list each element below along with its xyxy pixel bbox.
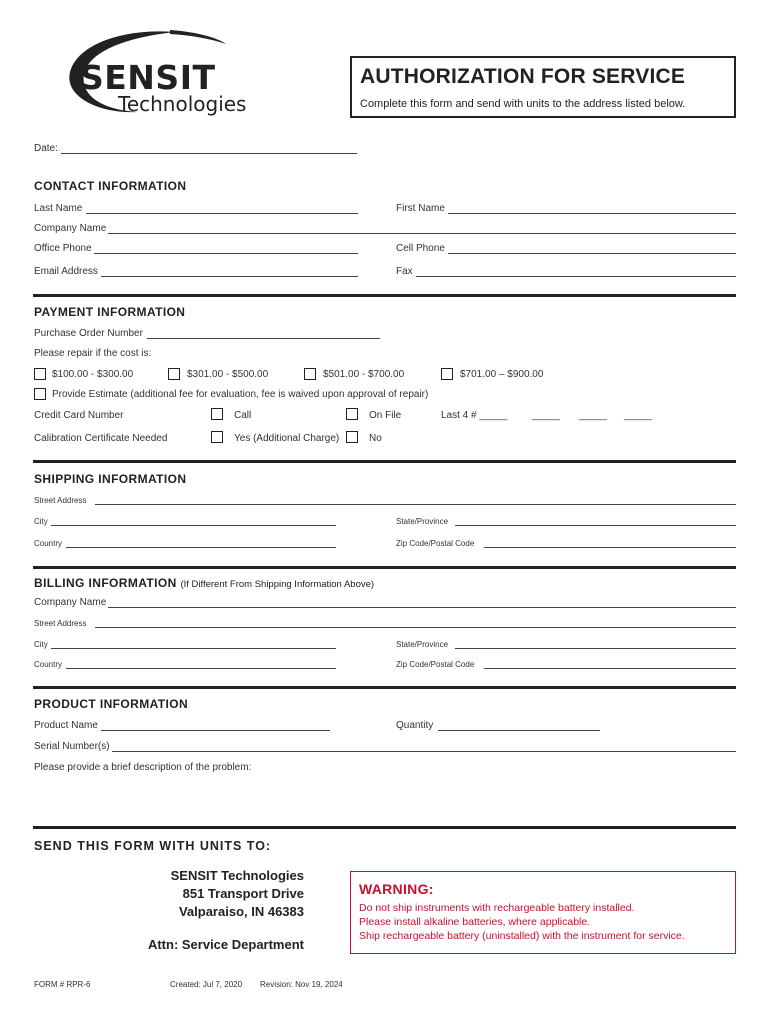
send-heading: SEND THIS FORM WITH UNITS TO: xyxy=(34,839,272,853)
bill-zip-label: Zip Code/Postal Code xyxy=(396,660,475,669)
last-name-label: Last Name xyxy=(34,203,83,214)
section-divider xyxy=(33,460,736,463)
ship-zip-label: Zip Code/Postal Code xyxy=(396,539,475,548)
warning-title: WARNING: xyxy=(359,881,434,897)
warning-box xyxy=(350,871,736,954)
call-checkbox[interactable] xyxy=(211,408,223,420)
email-label: Email Address xyxy=(34,266,98,277)
serial-label: Serial Number(s) xyxy=(34,741,110,752)
warning-line-3: Ship rechargeable battery (uninstalled) with the instrument for service. xyxy=(359,930,685,942)
send-attn: Attn: Service Department xyxy=(147,937,304,952)
range-checkbox-4[interactable] xyxy=(441,368,453,380)
section-divider xyxy=(33,686,736,689)
bill-city-label: City xyxy=(34,640,48,649)
bill-street-label: Street Address xyxy=(34,619,87,628)
range-checkbox-2[interactable] xyxy=(168,368,180,380)
calibration-no-checkbox[interactable] xyxy=(346,431,358,443)
ship-street-field[interactable] xyxy=(95,504,736,505)
calibration-yes-checkbox[interactable] xyxy=(211,431,223,443)
range-label-3: $501.00 - $700.00 xyxy=(323,369,405,380)
fax-field[interactable] xyxy=(416,276,736,277)
ship-city-label: City xyxy=(34,517,48,526)
range-label-4: $701.00 – $900.00 xyxy=(460,369,544,380)
estimate-label: Provide Estimate (additional fee for evaluation, fee is waived upon approval of repair) xyxy=(52,389,429,400)
bill-city-field[interactable] xyxy=(51,648,336,649)
company-name-field[interactable] xyxy=(108,233,736,234)
section-divider xyxy=(33,294,736,297)
product-name-label: Product Name xyxy=(34,720,98,731)
warning-line-1: Do not ship instruments with rechargeable battery installed. xyxy=(359,902,635,914)
bill-company-field[interactable] xyxy=(108,607,736,608)
ship-country-label: Country xyxy=(34,539,63,548)
title-box xyxy=(350,56,736,118)
ship-country-field[interactable] xyxy=(66,547,336,548)
estimate-checkbox[interactable] xyxy=(34,388,46,400)
ship-state-label: State/Province xyxy=(396,517,449,526)
office-phone-label: Office Phone xyxy=(34,243,92,254)
description-label: Please provide a brief description of the problem: xyxy=(34,762,252,773)
ship-zip-field[interactable] xyxy=(484,547,736,548)
bill-country-label: Country xyxy=(34,660,63,669)
calibration-label: Calibration Certificate Needed xyxy=(34,433,168,444)
billing-heading-text: BILLING INFORMATION xyxy=(34,576,177,590)
calibration-yes-label: Yes (Additional Charge) xyxy=(234,433,340,444)
product-heading: PRODUCT INFORMATION xyxy=(34,697,189,711)
bill-zip-field[interactable] xyxy=(484,668,736,669)
po-number-label: Purchase Order Number xyxy=(34,328,143,339)
cell-phone-field[interactable] xyxy=(448,253,736,254)
range-label-1: $100.00 - $300.00 xyxy=(52,369,134,380)
warning-line-2: Please install alkaline batteries, where applicable. xyxy=(359,916,591,928)
on-file-checkbox[interactable] xyxy=(346,408,358,420)
shipping-heading: SHIPPING INFORMATION xyxy=(34,472,187,486)
po-number-field[interactable] xyxy=(147,338,380,339)
created-date: Created: Jul 7, 2020 xyxy=(170,980,243,989)
bill-company-label: Company Name xyxy=(34,597,107,608)
quantity-field[interactable] xyxy=(438,730,600,731)
serial-field[interactable] xyxy=(112,751,736,752)
company-name-label: Company Name xyxy=(34,223,107,234)
range-label-2: $301.00 - $500.00 xyxy=(187,369,269,380)
logo-brand-text: SENSIT xyxy=(80,58,216,97)
ship-city-field[interactable] xyxy=(51,525,336,526)
card-blank-1[interactable]: _____ xyxy=(532,410,560,421)
ship-street-label: Street Address xyxy=(34,496,87,505)
product-name-field[interactable] xyxy=(101,730,330,731)
section-divider xyxy=(33,826,736,829)
ship-state-field[interactable] xyxy=(455,525,736,526)
date-label: Date: xyxy=(34,143,58,154)
range-checkbox-1[interactable] xyxy=(34,368,46,380)
logo-sub-text: Technologies xyxy=(118,92,247,116)
last-name-field[interactable] xyxy=(86,213,358,214)
date-field[interactable] xyxy=(61,153,357,154)
send-company: SENSIT Technologies xyxy=(170,868,304,883)
send-street: 851 Transport Drive xyxy=(182,886,304,901)
bill-country-field[interactable] xyxy=(66,668,336,669)
last4-label[interactable]: Last 4 # _____ xyxy=(441,410,508,421)
contact-heading: CONTACT INFORMATION xyxy=(34,179,187,193)
bill-state-field[interactable] xyxy=(455,648,736,649)
revision-date: Revision: Nov 19, 2024 xyxy=(260,980,343,989)
fax-label: Fax xyxy=(396,266,413,277)
cell-phone-label: Cell Phone xyxy=(396,243,445,254)
repair-prompt: Please repair if the cost is: xyxy=(34,348,152,359)
calibration-no-label: No xyxy=(369,433,382,444)
form-title: AUTHORIZATION FOR SERVICE xyxy=(360,65,686,88)
credit-card-label: Credit Card Number xyxy=(34,410,124,421)
first-name-label: First Name xyxy=(396,203,445,214)
billing-heading xyxy=(34,576,374,590)
description-field[interactable] xyxy=(34,778,736,824)
form-subtitle: Complete this form and send with units to the address listed below. xyxy=(360,98,686,110)
payment-heading: PAYMENT INFORMATION xyxy=(34,305,186,319)
form-number: FORM # RPR-6 xyxy=(34,980,91,989)
email-field[interactable] xyxy=(101,276,358,277)
send-city: Valparaiso, IN 46383 xyxy=(178,904,304,919)
card-blank-3[interactable]: _____ xyxy=(624,410,652,421)
call-label: Call xyxy=(234,410,252,421)
company-logo xyxy=(58,28,258,122)
card-blank-2[interactable]: _____ xyxy=(579,410,607,421)
range-checkbox-3[interactable] xyxy=(304,368,316,380)
on-file-label: On File xyxy=(369,410,402,421)
bill-state-label: State/Province xyxy=(396,640,449,649)
quantity-label: Quantity xyxy=(396,720,434,731)
section-divider xyxy=(33,566,736,569)
office-phone-field[interactable] xyxy=(94,253,358,254)
bill-street-field[interactable] xyxy=(95,627,736,628)
first-name-field[interactable] xyxy=(448,213,736,214)
billing-note: (If Different From Shipping Information Above) xyxy=(180,579,375,590)
